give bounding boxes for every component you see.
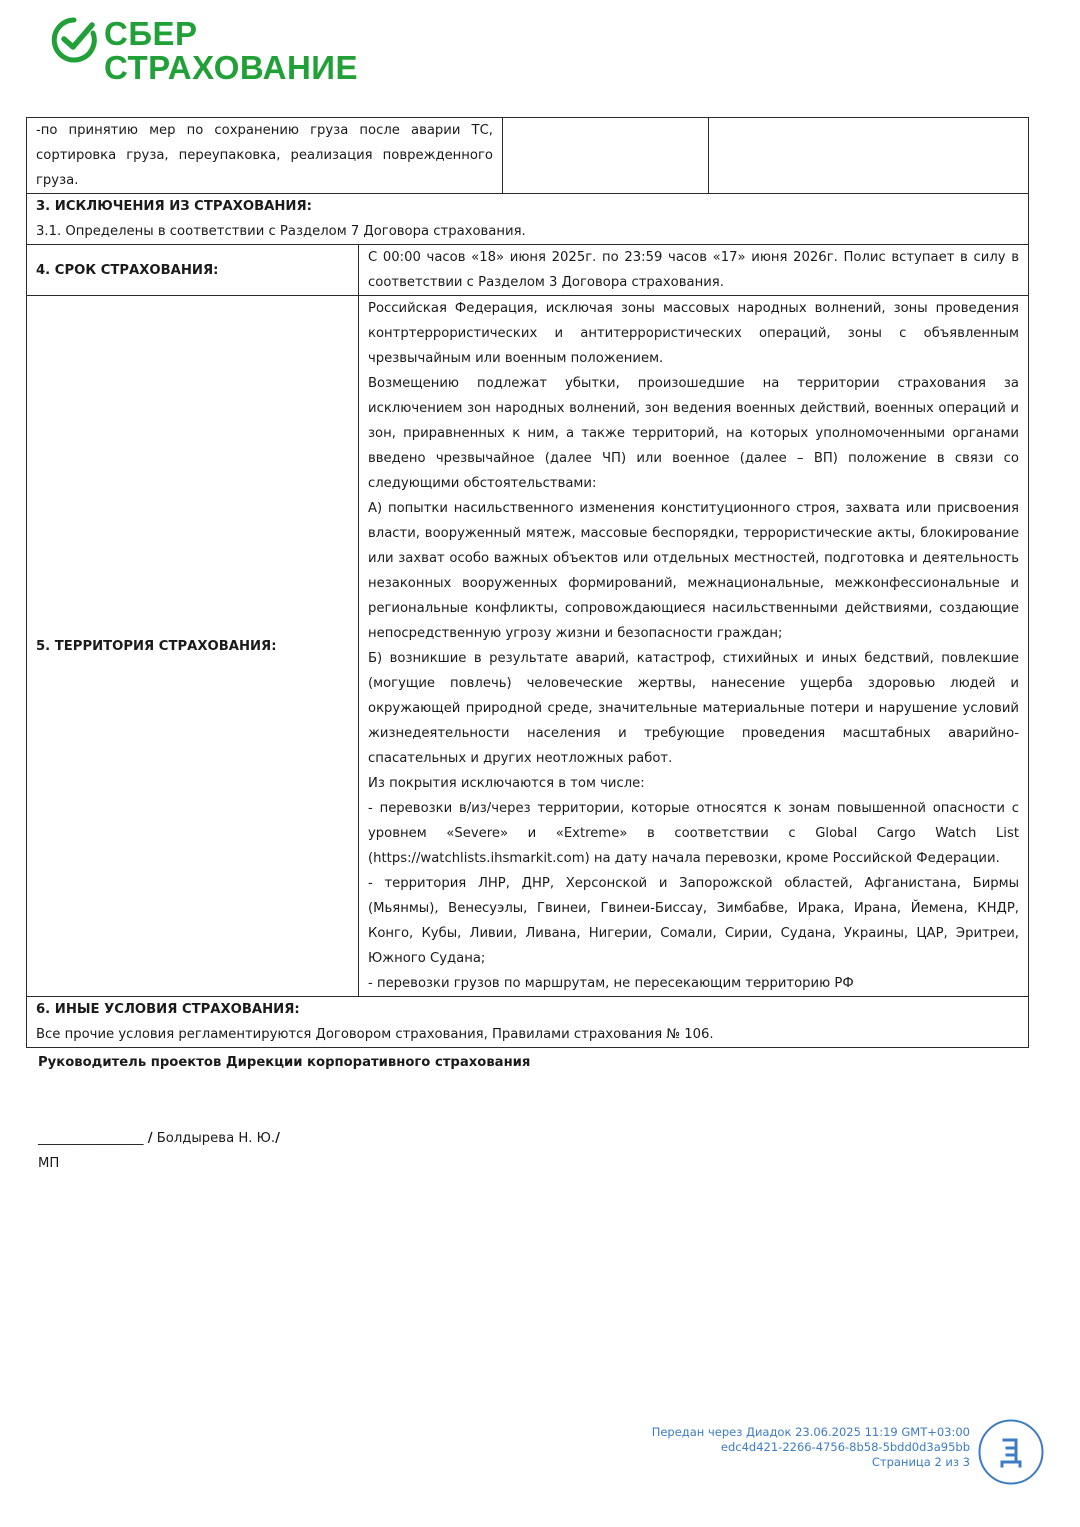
signer-name: Болдырева Н. Ю. [156,1131,276,1146]
logo-line-1: СБЕР [104,15,198,52]
territory-title: 5. ТЕРРИТОРИЯ СТРАХОВАНИЯ: [36,638,277,654]
footer-document-id: edc4d421-2266-4756-8b58-5bdd0d3a95bb [720,1440,970,1454]
insured-risk-cell [27,118,503,194]
table-row [27,245,1029,296]
other-conditions-text: Все прочие условия регламентируются Договором страхования, Правилами страхования № 106. [36,1027,714,1042]
stamp-place-label: МП [38,1156,60,1171]
territory-paragraph: - перевозки грузов по маршрутам, не пересекающим территорию РФ [368,976,854,991]
diadoc-footer [652,1425,970,1470]
policy-terms-table [26,117,1029,1048]
territory-paragraph: - территория ЛНР, ДНР, Херсонской и Запорожской областей, Афганистана, Бирмы (Мьянмы), Венесуэлы, Гвинеи, Гвинеи-Биссау, Зимбабве, Ирака, Ирана, Йемена, КНДР, Конго, Кубы, Ливии, Ливана, Нигерии, Сомали, Сирии, Судана, Украины, ЦАР, Эритреи, Южного Судана; [368,876,1019,966]
table-row [27,296,1029,997]
signature-slash: / [275,1131,280,1146]
logo-line-2: СТРАХОВАНИЕ [104,49,359,86]
territory-paragraph: - перевозки в/из/через территории, которые относятся к зонам повышенной опасности с уровнем «Severe» и «Extreme» в соответствии с Global Cargo Watch List (https://watchlists.ihsmarkit.com) на дату начала перевозки, кроме Российской Федерации. [368,801,1019,866]
sber-insurance-logo [50,14,410,90]
term-text: С 00:00 часов «18» июня 2025г. по 23:59 часов «17» июня 2026г. Полис вступает в силу в соответствии с Разделом 3 Договора страхования. [368,250,1019,290]
signature-blank: ________________ [38,1131,144,1146]
territory-paragraph: Из покрытия исключаются в том числе: [368,776,645,791]
table-row [27,118,1029,194]
empty-cell [709,118,1029,194]
table-row [27,997,1029,1048]
empty-cell [503,118,709,194]
territory-paragraph: Б) возникшие в результате аварий, катастроф, стихийных и иных бедствий, повлекшие (могущие повлечь) человеческие жертвы, нанесение ущерба здоровью людей и окружающей природной среде, значительные материальные потери и нарушение условий жизнедеятельности населения и требующие проведения масштабных аварийно-спасательных и других неотложных работ. [368,651,1019,766]
footer-page-number: Страница 2 из 3 [871,1455,970,1469]
term-title: 4. СРОК СТРАХОВАНИЯ: [36,262,219,278]
exclusions-text: 3.1. Определены в соответствии с Разделом 7 Договора страхования. [36,224,526,239]
term-title-cell [27,245,359,296]
term-text-cell [359,245,1029,296]
territory-paragraph: А) попытки насильственного изменения конституционного строя, захвата или присвоения власти, вооруженный мятеж, массовые беспорядки, террористические акты, блокирование или захват особо важных объектов или отдельных местностей, подготовка и деятельность незаконных вооруженных формирований, межнациональные, межконфессиональные и региональные конфликты, сопровождающиеся насильственными действиями, создающие непосредственную угрозу жизни и безопасности граждан; [368,501,1019,641]
risk-continuation-text: -по принятию мер по сохранению груза после аварии ТС, сортировка груза, переупаковка, реализация поврежденного груза. [36,123,493,188]
other-conditions-title: 6. ИНЫЕ УСЛОВИЯ СТРАХОВАНИЯ: [36,1002,300,1017]
signer-position: Руководитель проектов Дирекции корпоративного страхования [38,1055,531,1070]
signature-block [38,1050,531,1171]
signature-line [38,1126,438,1151]
territory-title-cell [27,296,359,997]
territory-text-cell [359,296,1029,997]
footer-transfer-line: Передан через Диадок 23.06.2025 11:19 GMT+03:00 [651,1425,970,1439]
table-row [27,194,1029,245]
territory-paragraph: Российская Федерация, исключая зоны массовых народных волнений, зоны проведения контртеррористических и антитеррористических операций, зоны с объявленным чрезвычайным или военным положением. [368,301,1019,366]
sber-check-icon [50,16,98,64]
exclusions-title: 3. ИСКЛЮЧЕНИЯ ИЗ СТРАХОВАНИЯ: [36,199,312,214]
exclusions-cell [27,194,1029,245]
diadoc-logo-icon [978,1419,1044,1485]
other-conditions-cell [27,997,1029,1048]
signature-slash: / [147,1131,153,1146]
territory-paragraph: Возмещению подлежат убытки, произошедшие на территории страхования за исключением зон народных волнений, зон ведения военных действий, военных операций и зон, приравненных к ним, а также территорий, на которых уполномоченными органами введено чрезвычайное (далее ЧП) или военное (далее – ВП) положение в связи со следующими обстоятельствами: [368,376,1019,491]
